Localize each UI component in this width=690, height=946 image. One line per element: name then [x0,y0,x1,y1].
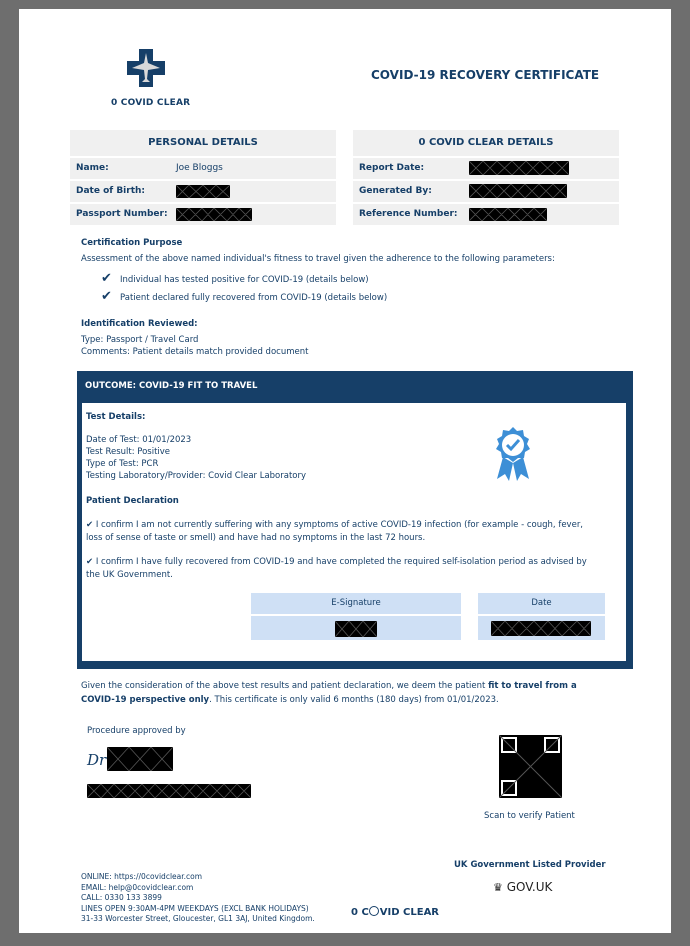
dob-label: Date of Birth: [76,186,146,196]
gov-uk-logo [493,880,552,894]
purpose-item-2: Patient declared fully recovered from COVID-19 (details below) [120,293,388,303]
name-label: Name: [76,163,109,173]
footer-lines: LINES OPEN 9:30AM-4PM WEEKDAYS (EXCL BANK HOLIDAYS) [81,903,309,913]
personal-details-heading: PERSONAL DETAILS [70,130,336,158]
test-type: Type of Test: PCR [86,459,159,469]
e-signature-redaction [335,621,377,637]
declaration-2-line-2: the UK Government. [86,570,173,580]
doctor-name-redaction [87,784,251,798]
report-date-label: Report Date: [359,163,425,173]
check-icon: ✔ [101,271,112,286]
clear-row-generated-by [353,181,619,204]
declaration-1-line-1: ✔ I confirm I am not currently suffering with any symptoms of active COVID-19 infection (for example - cough, fever, [86,520,584,530]
conclusion-text-b: . This certificate is only valid 6 months (180 days) from 01/01/2023. [209,695,499,705]
conclusion-bold-b: COVID-19 perspective only [81,695,210,705]
gov-uk-text: GOV.UK [506,880,553,894]
reference-label: Reference Number: [359,209,458,219]
doctor-signature-redaction [107,747,173,771]
passport-redaction [176,208,252,221]
conclusion-line-1 [81,681,577,691]
test-date: Date of Test: 01/01/2023 [86,435,192,445]
certificate-page [19,9,671,933]
passport-label: Passport Number: [76,209,168,219]
dob-redaction [176,185,230,198]
footer-address: 31-33 Worcester Street, Gloucester, GL1 3AJ, United Kingdom. [81,914,315,923]
purpose-text: Assessment of the above named individual's fitness to travel given the adherence to the following parameters: [81,254,555,264]
test-laboratory: Testing Laboratory/Provider: Covid Clear Laboratory [86,471,307,481]
outcome-heading: OUTCOME: COVID-19 FIT TO TRAVEL [85,381,258,391]
clear-details-heading: 0 COVID CLEAR DETAILS [353,130,619,158]
e-signature-label: E-Signature [251,593,461,614]
date-field [478,616,605,640]
identification-comments: Comments: Patient details match provided document [81,347,309,357]
report-date-redaction [469,161,569,175]
gov-provider-label: UK Government Listed Provider [454,860,606,870]
declaration-2-line-1: ✔ I confirm I have fully recovered from COVID-19 and have completed the required self-isolation period as advised by [86,557,587,567]
brand-name: 0 COVID CLEAR [111,98,191,108]
generated-by-redaction [469,184,567,198]
qr-caption: Scan to verify Patient [484,811,575,821]
purpose-item-1: Individual has tested positive for COVID-19 (details below) [120,275,369,285]
personal-row-dob [70,181,336,204]
outcome-content [82,403,626,661]
medical-cross-plane-icon [127,49,165,87]
crown-icon: ♛ [493,881,503,894]
personal-details-card [70,130,336,225]
footer-call: CALL: 0330 133 3899 [81,893,162,902]
purpose-heading: Certification Purpose [81,238,183,248]
declaration-1-line-2: loss of sense of taste or smell) and have had no symptoms in the last 72 hours. [86,533,426,543]
outcome-panel [77,371,633,669]
verified-badge-icon [493,427,533,481]
check-icon: ✔ [101,289,112,304]
name-value: Joe Bloggs [176,163,223,173]
conclusion-line-2 [81,695,499,705]
footer-online[interactable]: ONLINE: https://0covidclear.com [81,872,203,881]
date-label: Date [478,593,605,614]
clear-row-report-date [353,158,619,181]
reference-redaction [469,208,547,221]
footer-email[interactable]: EMAIL: help@0covidclear.com [81,882,194,892]
test-result: Test Result: Positive [86,447,171,457]
clear-row-reference [353,204,619,225]
patient-declaration-heading: Patient Declaration [86,496,179,506]
footer-contact [81,872,315,925]
personal-row-passport [70,204,336,225]
footer-cross-icon [369,906,379,916]
date-redaction [491,621,591,636]
conclusion-bold-a: fit to travel from a [488,681,577,691]
footer-brand-part-a: 0 C [351,907,369,918]
footer-brand-part-b: VID CLEAR [379,907,440,918]
e-signature-field [251,616,461,640]
identification-type: Type: Passport / Travel Card [81,335,199,345]
verification-qr-code[interactable] [499,735,562,798]
conclusion-text-a: Given the consideration of the above test results and patient declaration, we deem the patient [81,681,489,691]
doctor-prefix: Dr [87,751,107,769]
personal-row-name [70,158,336,181]
clear-details-card [353,130,619,225]
page-title: COVID-19 RECOVERY CERTIFICATE [371,68,600,82]
footer-brand [351,905,439,918]
generated-by-label: Generated By: [359,186,432,196]
test-details-heading: Test Details: [86,412,146,422]
approval-label: Procedure approved by [87,726,186,736]
identification-heading: Identification Reviewed: [81,319,198,329]
